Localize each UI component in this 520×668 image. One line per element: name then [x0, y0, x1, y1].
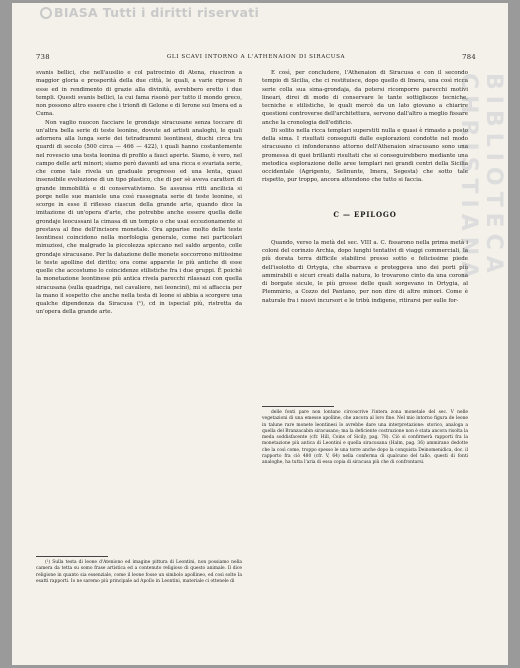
footnote-block: [262, 403, 468, 467]
right-column: [262, 69, 468, 466]
paragraph: Quando, verso la metà del sec. VIII a. C. fissarono nella prima metà i coloni del corinzio Archia, dopo lunghi tentativi di viaggi commerciali, la più dorata terra difficile stabilirsi presso sotto e felicissime piede dell'isolotto di Ortygia, che sbarrava e proteggeva uno dei porti più ammirabili e sicuri creati dalla natura, lo trovarono cinto da una corona di borgate sicule, le più grosse delle quali sorgevano in Ortygia, al Plemmirio, a Cozzo del Pantano, per non dire di altre minori. Come è naturale fra i nuovi incursori e le tribù indigene, ritirarsi per sulle for-: [262, 239, 468, 304]
footnote: (¹) Sulla testa di leone d'Ateniono ed imagine pittura di Leontini, non possiamo nella camera da tetta su somo frase artistica ed a contenuto religioso di questo animale. Il dice religione in quanto sia essenziale, come il leone fosse un simbolo apollineo, ed così solte Ia esatti rapporti. Io ne saremo più principale ad Apollo in Leontini, materiale ci ottenele di: [36, 560, 242, 584]
running-head: [36, 53, 476, 65]
paragraph: svanis bellici, che nell'ausilio e col patrocinio di Atena, riusciron a maggior gloria e prosperità della due città, le quali, a varie riprese fi esse ed in rendimento di grazie alla divinità, avrebbero eretto i due templi. Questi svanis bellici, la cui fama risonò per tutto il mondo greco, non possono altro essere che i trionfi di Gelone e di Ierone sui Imera ed a Cuma.: [36, 70, 242, 118]
footnote-rule: [262, 406, 334, 407]
watermark: [40, 5, 259, 20]
running-title: GLI SCAVI INTORNO A L'ATHENAION DI SIRACUSA: [166, 54, 346, 60]
page-number-left: 738: [36, 53, 50, 61]
paragraph: Non vaglio nuocon facciare le grondaje siracusane senza toccare di un'altra bella serie di teste leonine, dovute ad artisti analoghi, le quali adornera alla lunga serie dei tetradrammi leontinesi, diuchi circa tra quardi di secolo (500 circa — 466 — 422), i quali hanno costantemente nel rovescio una testa leonina di profilo a fauci aperte. Siamo, è vero, nel campo delle arti minori; siamo però davanti ad una ricca e svariata serie, che come tale rivela un graduale progresso ed una lenta, quasi insensibile evoluzione di un tipo plastico, che di per sè aveva caratteri di grande immobilità e di conservativismo. Se assunsa ritti ancilicia si porge nelle sue maniele una così rassegnata serie di teste leonine, si scorge in esse il riflesso ciascun della grande arte, quando dice la imitazione di un'opera d'arte, che potrebbe anche essere quella delle grondaje leocussani la cimasa di un tempio o che usai eccezionamente si prestava al fine dell'incisore monetale. Ora apparise molto delle teste leontinesi coincidono nella morfologia generale, come nei particolari minuziosi, che malgrado la piccolezza spiccano nel saldo argento, colle grondaje siracusane. Per la datazione delle monete soccorrono mitiissime le teste apolline del diritto; ora come apparste le più antiche di esse quelle che accostumo lo coincidenze stilistiche fra i due gruppi. È poichè la monetazione leontinese più antica rivela parecchi rilassazi con quella siracusana (sulla quadriga, nel cavaliere, nei leoncini), mi si affaccia per la mano il sospetto che anche nella testa di leone si abbia a scorgere una qualche dipendenza da Siracusa (¹), cd in ispecial più, ristretta da un'opera della grande arte.: [36, 119, 242, 316]
seal-icon: [40, 7, 52, 19]
footnote: delle fonti pare non lontano circoscrive l'intera zona monetale del sec. V nelle vegetazioni di una emesse apolline, che ancora al loro fine. Nel mio intorno figura de leone in talune rare monete leontinesi lo avrebbe dare una interpretazione: storico, analoga a quella del Branzacabin siracusano; ma la deficiente costruzione non è stata ancora risolta la meda soddisfacente (cfr. Hill, Coins of Sicily, pag. 78). Ciò si confirmerà rapporti fra la monetazione più antica di Leontini e quella siracusana (Halm, pag. 36) ammirano dedotte che la così come, troppo spesso le una torre anche dopo la conquista Deinomenidica, doc. il rapporto fra ciò 480 (cfr. V, 64) nella conferma di qualcuno del tallo, questi di fonti analoghe, ha tutta l'aria di essa copia di siracusa più che di confrontarsi.: [262, 410, 468, 466]
left-column: [36, 69, 242, 584]
scanned-page: [12, 3, 508, 665]
paragraph: Di solito nella ricca templari superstiti nulla e quasi è rimasto a posto della sima. I risultati conseguiti dalle esplorazioni condotte nel modo siracusano ci infonderanno attorno dell'Athenaion siracusano sono una promessa di quei brillanti risultati che si conseguirebbero mediante una metodica esplorazione delle aree templari nei grandi centri della Sicilia occidentale (Agrigento, Selinunte, Imera, Segesta) che sotto tale rispetto, pur troppo, ancora attendono che tutto si faccia.: [262, 127, 468, 184]
side-watermark: BIBLIOTECA CHRISTIANA: [456, 73, 506, 285]
section-heading: C — EPILOGO: [333, 209, 397, 219]
page-number-right: 784: [462, 53, 476, 61]
paragraph: E così, per concludere, l'Athenaion di Siracusa e con il secondo tempio di Sicilia, che ci restituisce, dopo quello di Imera, una così ricca serie colla sua sima-grondaja, da potersi ricomporre parecchi motivi lineari, direi di modo di conservare le tante sottigliezze tecniche, tecniche e stilistiche, le quali mercè da un lato giovano a chiarire questioni controverse dell'architettura, servono dall'altro a meglio fissare anche la cronologia dell'edificio.: [262, 70, 468, 126]
watermark-text: BIASA Tutti i diritti riservati: [54, 5, 260, 20]
footnote-rule: [36, 556, 108, 557]
footnote-block: [36, 553, 242, 585]
